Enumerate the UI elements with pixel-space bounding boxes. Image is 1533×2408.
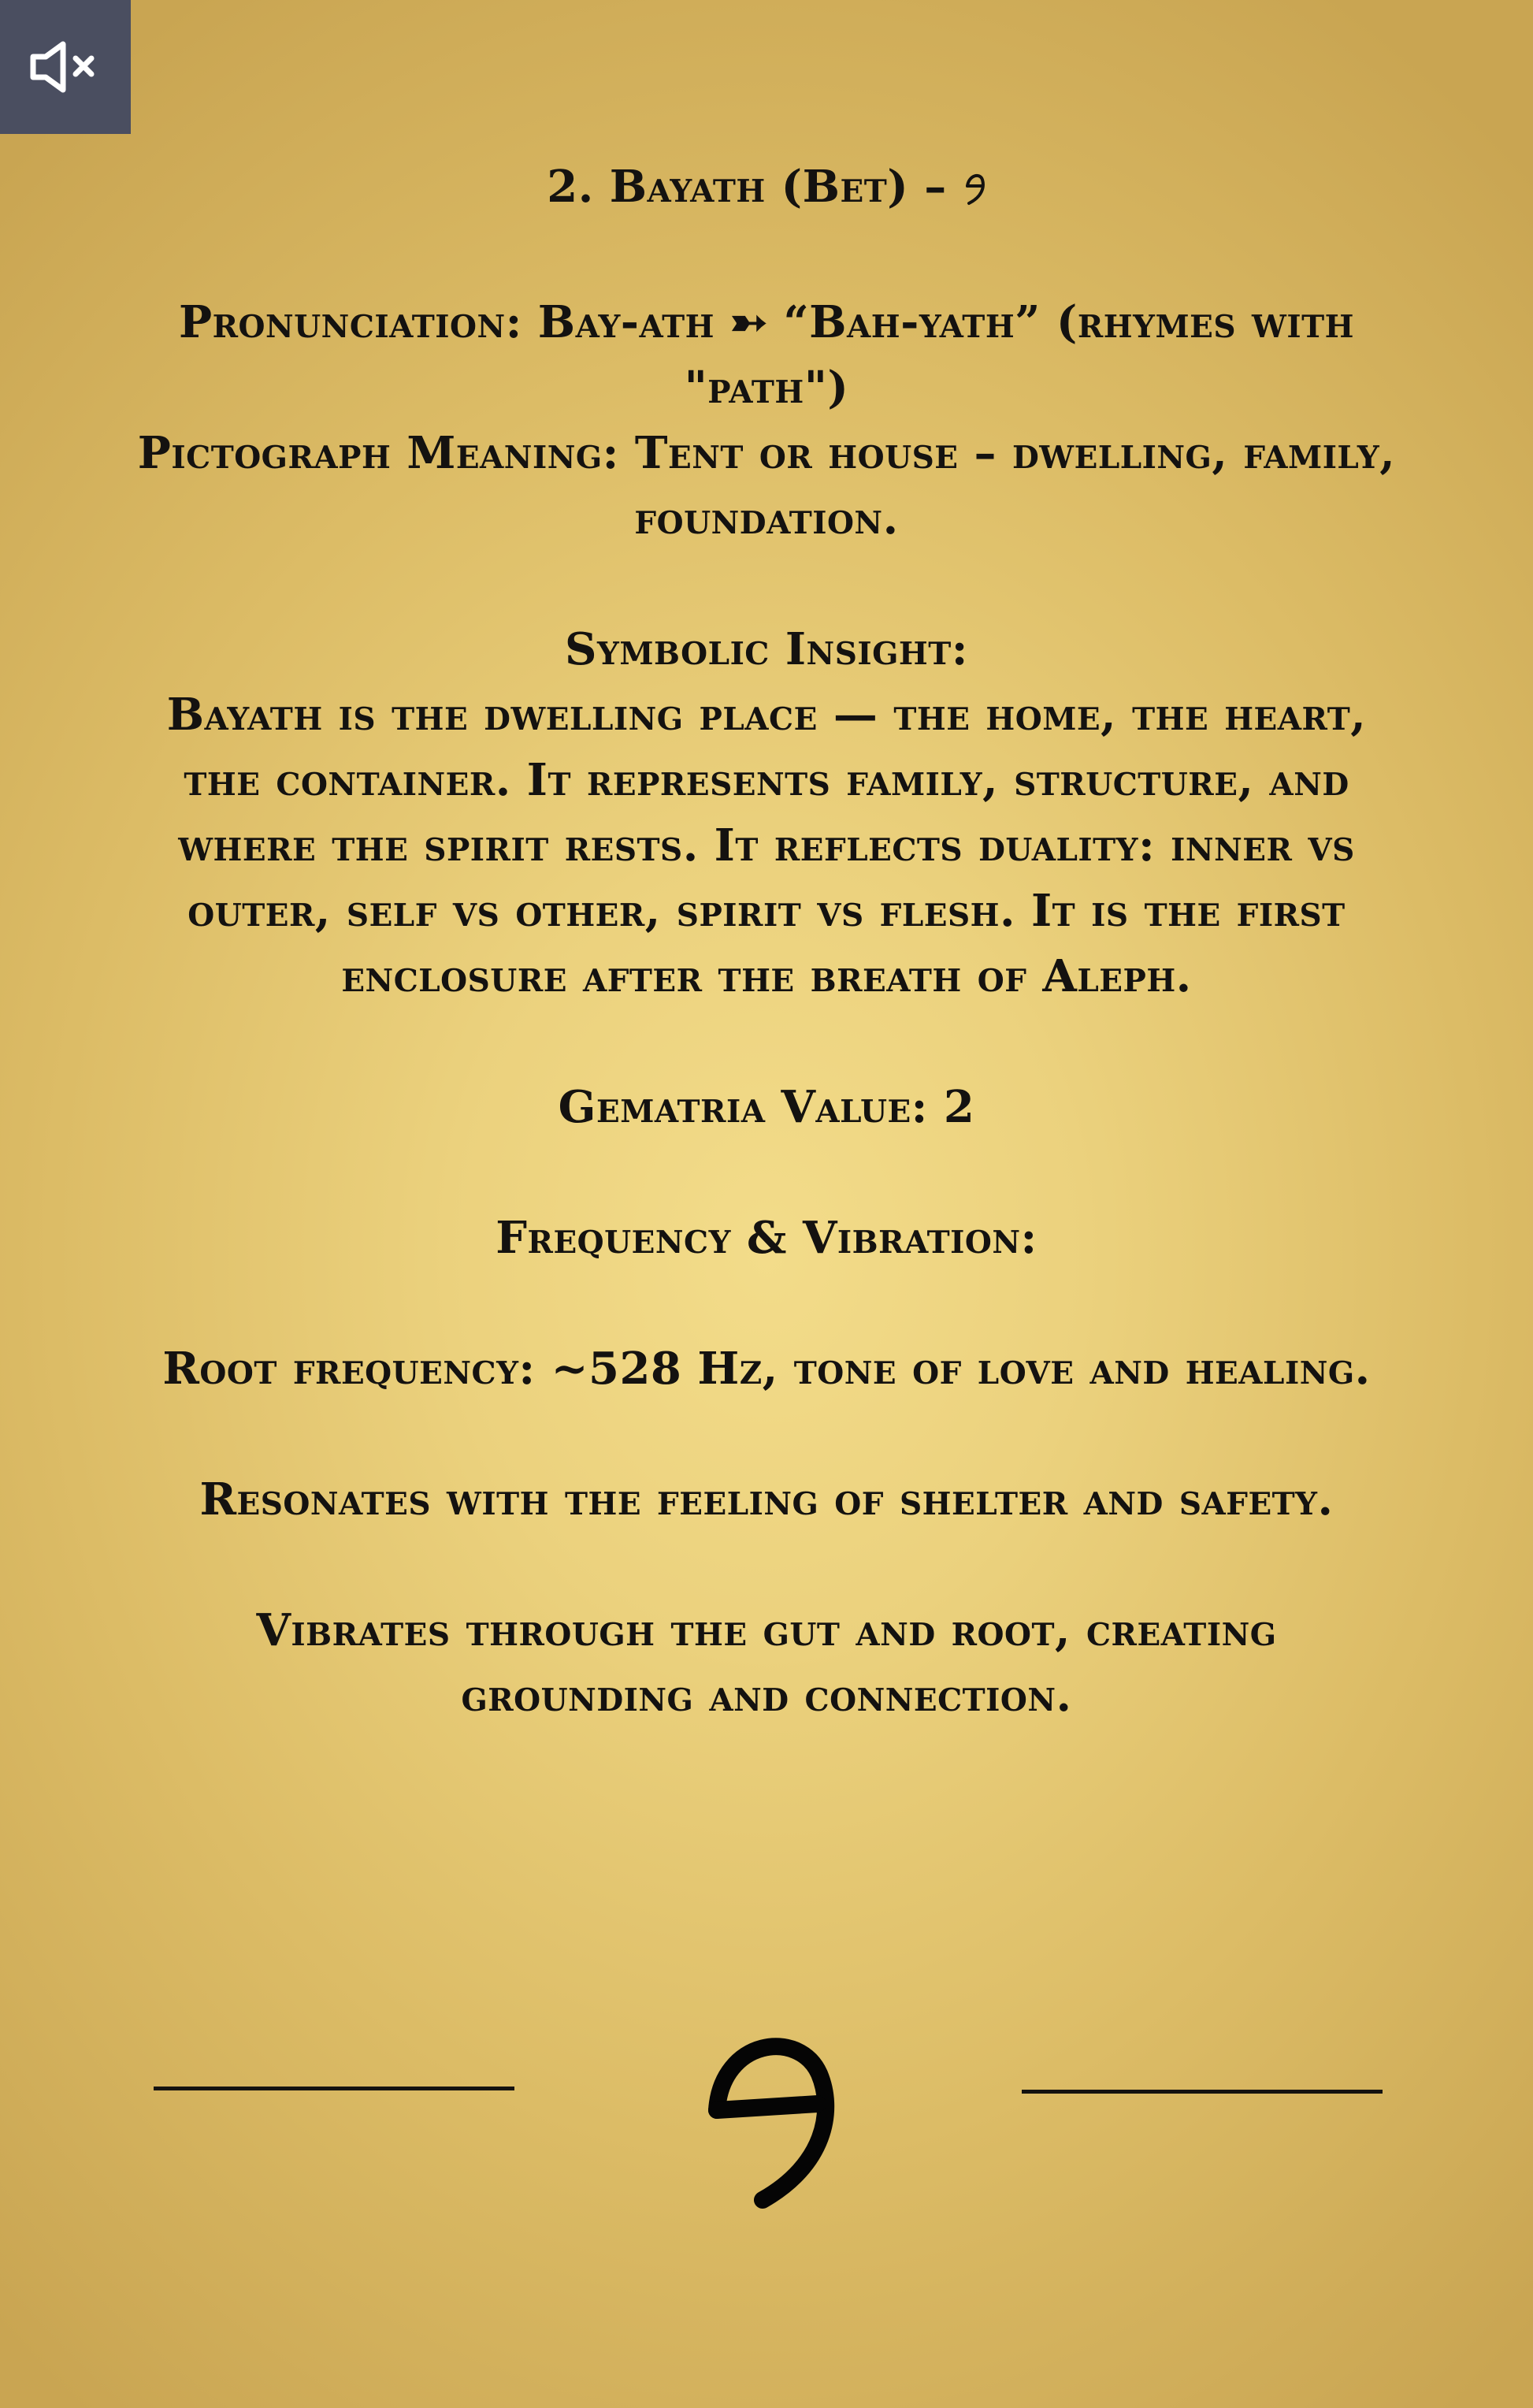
- speaker-muted-icon: [28, 41, 102, 93]
- pronunciation-text: Pronunciation: Bay-ath ➳ “Bah-yath” (rhymes with "path"): [179, 296, 1354, 414]
- paleo-hebrew-bet-glyph-icon: [684, 1994, 841, 2214]
- root-frequency-text: Root frequency: ~528 Hz, tone of love and healing.: [162, 1343, 1371, 1395]
- paleo-hebrew-bet-glyph-icon: [963, 159, 986, 225]
- letter-footer: [0, 1994, 1533, 2230]
- pictograph-meaning-text: Pictograph Meaning: Tent or house – dwelling, family, foundation.: [137, 427, 1396, 544]
- mute-button[interactable]: [0, 0, 131, 134]
- letter-heading-text: 2. Bayath (Bet) –: [547, 161, 963, 213]
- divider-right: [1022, 2090, 1383, 2094]
- frequency-vibration-title: Frequency & Vibration:: [496, 1212, 1037, 1264]
- symbolic-insight-title: Symbolic Insight:: [565, 623, 968, 675]
- resonates-text: Resonates with the feeling of shelter and safety.: [199, 1473, 1334, 1525]
- letter-description: [134, 154, 1399, 1729]
- divider-left: [154, 2087, 514, 2090]
- vibrates-text: Vibrates through the gut and root, creating grounding and connection.: [256, 1604, 1277, 1722]
- letter-heading: [134, 154, 1399, 225]
- symbolic-insight-body: Bayath is the dwelling place — the home, the heart, the container. It represents family, structure, and where the spirit rests. It reflects duality: inner vs outer, self vs other, spirit vs flesh. It is the first enclosure after the breath of Aleph.: [166, 689, 1367, 1002]
- gematria-value-text: Gematria Value: 2: [558, 1081, 975, 1133]
